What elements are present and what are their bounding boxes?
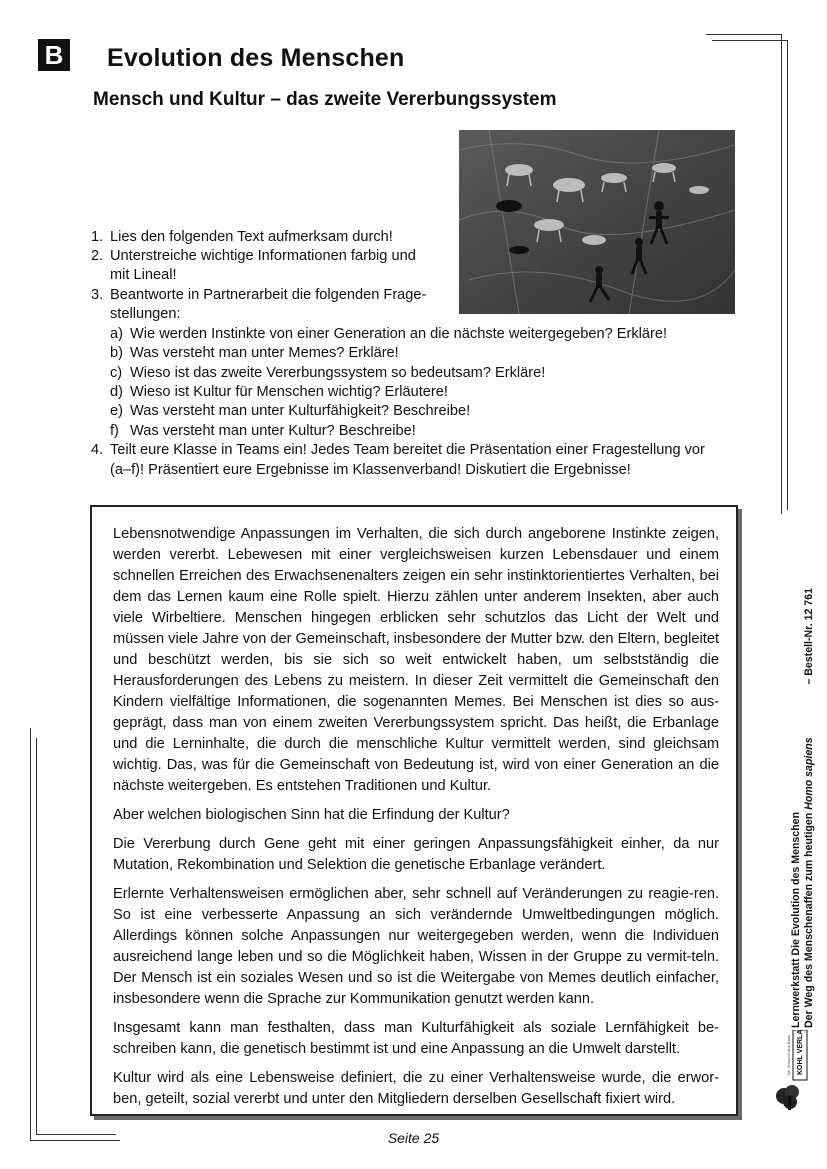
task-text: stellungen: bbox=[110, 306, 181, 322]
reading-text-box bbox=[90, 505, 738, 1116]
subtask-text: Was versteht man unter Kulturfähigkeit? Beschreibe! bbox=[130, 403, 471, 419]
side-title-line2-species: Homo sapiens bbox=[803, 737, 815, 810]
subtask-letter: d) bbox=[110, 384, 123, 400]
task-text: mit Lineal! bbox=[110, 267, 177, 283]
subtask-text: Wieso ist das zweite Vererbungssystem so bedeutsam? Erkläre! bbox=[130, 365, 546, 381]
task-number: 3. bbox=[91, 287, 104, 303]
subtask-text: Was versteht man unter Kultur? Beschreibe! bbox=[130, 423, 416, 439]
corner-line bbox=[706, 34, 781, 35]
publisher-slogan: Der Verlag mit dem Baum bbox=[787, 1034, 791, 1075]
side-order-number: – Bestell-Nr. 12 761 bbox=[803, 588, 815, 685]
tree-logo-icon bbox=[772, 1030, 816, 1112]
reading-text bbox=[113, 524, 719, 1118]
subtask-letter: e) bbox=[110, 403, 123, 419]
publisher-name: KOHL VERLAG bbox=[797, 1030, 804, 1075]
section-badge: B bbox=[38, 39, 70, 71]
task-text: Unterstreiche wichtige Informationen farbig und bbox=[110, 248, 416, 264]
task-text: Teilt eure Klasse in Teams ein! Jedes Team bereitet die Präsentation einer Fragestellung vor bbox=[110, 442, 705, 458]
cave-painting-photo bbox=[459, 130, 735, 314]
text-paragraph: Lebensnotwendige Anpassungen im Verhalten, die sich durch angeborene Instinkte zeigen, werden vererbt. Lebewesen mit einer vergleichsweisen kurzen Lebensdauer und einem schnellen Erreichen des Erwachsenenalters zeigen ein sehr instinktorientiertes Verhalten, bei dem das Lernen kaum eine Rolle spielt. Hierzu zählen unter anderem Insekten, aber auch viele Wirbeltiere. Menschen hingegen erblicken sehr schutzlos das Licht der Welt und müssen viele Jahre von der Gemeinschaft, insbesondere der Mutter bzw. den Eltern, begleitet und beschützt werden, bis sie sich so weit entwickelt haben, um selbstständig die Herausforderungen des Lebens zu meistern. In dieser Zeit vermittelt die Gemeinschaft den Kindern vielfältige Informationen, die sogenannten Memes. Bei Menschen ist dies so aus-geprägt, dass man von einem zweiten Vererbungssystem spricht. Das heißt, die Erbanlage und die Lerninhalte, die durch die menschliche Kultur vermittelt werden, sind gleichsam wichtig. Das, was für die Gemeinschaft von Bedeutung ist, wird von einer Generation an die nächste weitergeben. Es entstehen Traditionen und Kultur. bbox=[113, 526, 719, 794]
task-text: Beantworte in Partnerarbeit die folgenden Frage- bbox=[110, 287, 427, 303]
text-paragraph: Insgesamt kann man festhalten, dass man Kulturfähigkeit als soziale Lernfähigkeit be-schreiben kann, die genetisch bestimmt ist und eine Anpassung an die Umwelt darstellt. bbox=[113, 1020, 719, 1057]
subtask-text: Wie werden Instinkte von einer Generation an die nächste weitergegeben? Erkläre! bbox=[130, 326, 668, 342]
task-number: 2. bbox=[91, 248, 104, 264]
corner-line bbox=[781, 34, 782, 514]
subtask-letter: b) bbox=[110, 345, 123, 361]
task-text: (a–f)! Präsentiert eure Ergebnisse im Klassenverband! Diskutiert die Ergebnisse! bbox=[110, 462, 631, 478]
page-subtitle: Mensch und Kultur – das zweite Vererbungssystem bbox=[93, 89, 557, 110]
subtask-letter: f) bbox=[110, 423, 119, 439]
page-title: Evolution des Menschen bbox=[107, 44, 405, 72]
task-number: 4. bbox=[91, 442, 104, 458]
text-paragraph: Die Vererbung durch Gene geht mit einer geringen Anpassungsfähigkeit einher, da nur Mutation, Rekombination und Selektion die genetische Erbanlage verändert. bbox=[113, 836, 719, 873]
page-number: Seite 25 bbox=[387, 1130, 440, 1146]
corner-line bbox=[36, 738, 37, 1134]
task-text: Lies den folgenden Text aufmerksam durch! bbox=[110, 229, 393, 245]
text-paragraph: Kultur wird als eine Lebensweise definiert, die zu einer Verhaltensweise wurde, die erwor-ben, geteilt, sozial vererbt und unter den Mitgliedern derselben Gesellschaft fixiert wird. bbox=[113, 1070, 719, 1107]
side-title-line1: Lernwerkstatt Die Evolution des Menschen bbox=[790, 811, 802, 1028]
subtask-text: Wieso ist Kultur für Menschen wichtig? Erläutere! bbox=[130, 384, 448, 400]
text-paragraph: Erlernte Verhaltensweisen ermöglichen aber, sehr schnell auf Veränderungen zu reagie-ren. So ist eine verbesserte Anpassung an sich verändernde Umweltbedingungen möglich. Allerdings können solche Anpassungen nur weitergegeben werden, wenn die Individuen ausreichend lange leben und so die Möglichkeit haben, Wissen in der Gruppe zu vermit-teln. Der Mensch ist ein soziales Wesen und so ist die Weitergabe von Memes deutlich einfacher, insbesondere wenn die Sprache zur Kommunikation genutzt werden kann. bbox=[113, 886, 719, 1007]
side-publication-info bbox=[790, 588, 816, 1028]
cave-painting-image-icon bbox=[459, 130, 735, 314]
corner-line bbox=[30, 728, 31, 1140]
side-title-line2-text: Der Weg des Menschenaffen zum heutigen bbox=[803, 809, 815, 1028]
subtask-letter: a) bbox=[110, 326, 123, 342]
publisher-logo bbox=[772, 1030, 816, 1112]
corner-line bbox=[787, 40, 788, 510]
text-paragraph: Aber welchen biologischen Sinn hat die Erfindung der Kultur? bbox=[113, 807, 510, 823]
corner-line bbox=[712, 40, 787, 41]
task-number: 1. bbox=[91, 229, 104, 245]
subtask-letter: c) bbox=[110, 365, 123, 381]
subtask-text: Was versteht man unter Memes? Erkläre! bbox=[130, 345, 399, 361]
